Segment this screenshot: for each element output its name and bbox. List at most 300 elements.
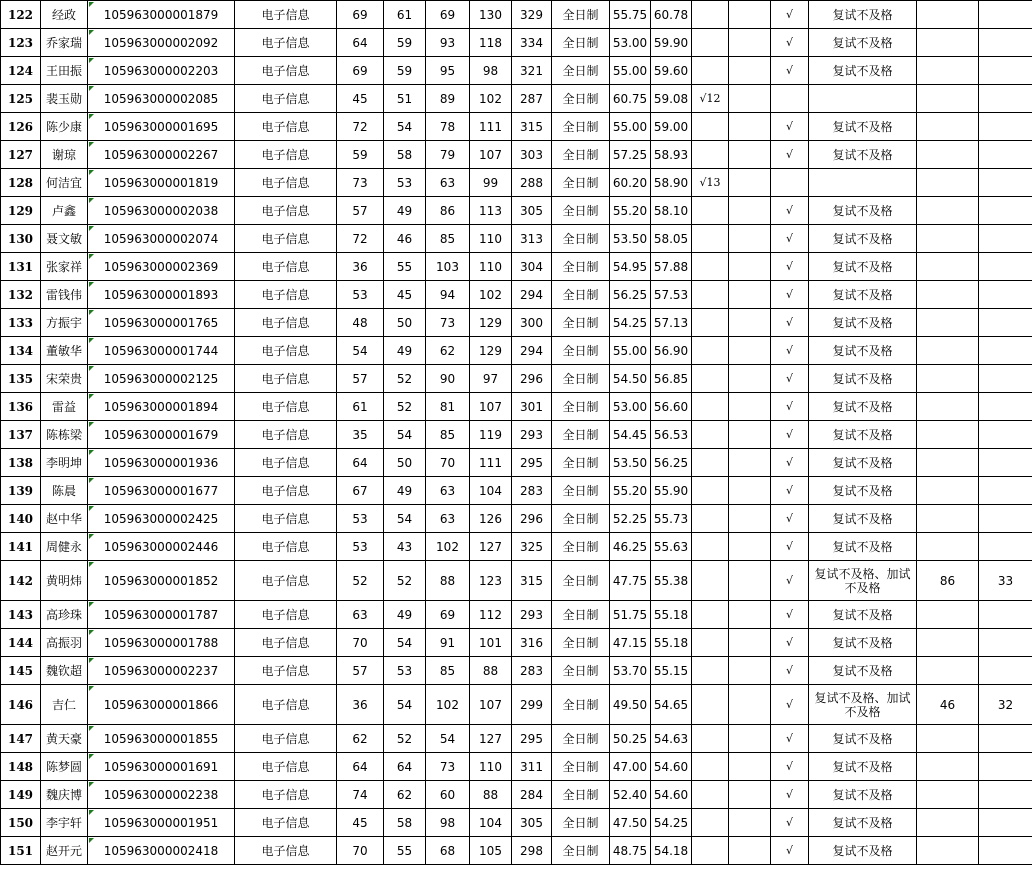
reject-mark-cell: √ [771, 505, 809, 533]
extra-score1-cell [917, 505, 979, 533]
table-body [1, 1, 1032, 865]
score-course1-cell: 89 [426, 85, 470, 113]
row-number-cell: 133 [1, 309, 41, 337]
table-row [1, 657, 1032, 685]
major-cell: 电子信息 [235, 533, 337, 561]
student-name-cell: 陈少康 [41, 113, 88, 141]
score-politics-cell: 73 [337, 169, 384, 197]
major-cell: 电子信息 [235, 225, 337, 253]
exam-id-cell: 105963000001691 [88, 753, 235, 781]
score-politics-cell: 72 [337, 113, 384, 141]
row-number-cell: 135 [1, 365, 41, 393]
retest-score-cell: 57.25 [610, 141, 651, 169]
study-type-cell: 全日制 [552, 837, 610, 865]
score-politics-cell: 59 [337, 141, 384, 169]
score-course1-cell: 90 [426, 365, 470, 393]
remark-cell: 复试不及格 [809, 281, 917, 309]
exam-id-cell: 105963000002418 [88, 837, 235, 865]
score-course2-cell: 111 [470, 449, 512, 477]
score-course2-cell: 130 [470, 1, 512, 29]
score-course1-cell: 81 [426, 393, 470, 421]
retest-score-cell: 54.45 [610, 421, 651, 449]
table-row [1, 337, 1032, 365]
study-type-cell: 全日制 [552, 141, 610, 169]
extra-score2-cell [979, 505, 1032, 533]
final-score-cell: 58.90 [651, 169, 692, 197]
score-english-cell: 52 [384, 561, 426, 601]
study-type-cell: 全日制 [552, 253, 610, 281]
table-row [1, 113, 1032, 141]
score-english-cell: 52 [384, 365, 426, 393]
extra-score2-cell [979, 533, 1032, 561]
reject-mark-cell: √ [771, 837, 809, 865]
blank-cell [729, 753, 771, 781]
score-politics-cell: 74 [337, 781, 384, 809]
score-course1-cell: 103 [426, 253, 470, 281]
score-total-cell: 288 [512, 169, 552, 197]
admit-mark-cell [692, 29, 729, 57]
row-number-cell: 149 [1, 781, 41, 809]
table-row [1, 29, 1032, 57]
admit-mark-cell [692, 837, 729, 865]
table-row [1, 781, 1032, 809]
major-cell: 电子信息 [235, 141, 337, 169]
exam-id-cell: 105963000002092 [88, 29, 235, 57]
score-course1-cell: 62 [426, 337, 470, 365]
score-course1-cell: 70 [426, 449, 470, 477]
score-total-cell: 283 [512, 477, 552, 505]
retest-score-cell: 47.75 [610, 561, 651, 601]
score-total-cell: 294 [512, 281, 552, 309]
score-english-cell: 53 [384, 657, 426, 685]
study-type-cell: 全日制 [552, 169, 610, 197]
blank-cell [729, 29, 771, 57]
score-english-cell: 58 [384, 141, 426, 169]
remark-cell: 复试不及格、加试不及格 [809, 561, 917, 601]
retest-score-cell: 53.70 [610, 657, 651, 685]
study-type-cell: 全日制 [552, 601, 610, 629]
score-course1-cell: 102 [426, 533, 470, 561]
study-type-cell: 全日制 [552, 225, 610, 253]
extra-score2-cell [979, 113, 1032, 141]
remark-cell: 复试不及格 [809, 337, 917, 365]
extra-score2-cell [979, 449, 1032, 477]
retest-score-cell: 54.25 [610, 309, 651, 337]
extra-score2-cell [979, 601, 1032, 629]
row-number-cell: 134 [1, 337, 41, 365]
student-name-cell: 卢鑫 [41, 197, 88, 225]
score-english-cell: 53 [384, 169, 426, 197]
table-row [1, 601, 1032, 629]
remark-cell: 复试不及格 [809, 421, 917, 449]
reject-mark-cell: √ [771, 781, 809, 809]
score-politics-cell: 45 [337, 85, 384, 113]
extra-score2-cell [979, 809, 1032, 837]
score-course2-cell: 129 [470, 309, 512, 337]
retest-score-cell: 53.00 [610, 393, 651, 421]
score-total-cell: 315 [512, 561, 552, 601]
exam-id-cell: 105963000001936 [88, 449, 235, 477]
student-name-cell: 魏庆博 [41, 781, 88, 809]
retest-score-cell: 47.00 [610, 753, 651, 781]
admit-mark-cell [692, 113, 729, 141]
reject-mark-cell: √ [771, 365, 809, 393]
retest-score-cell: 53.00 [610, 29, 651, 57]
exam-id-cell: 105963000001879 [88, 1, 235, 29]
score-course1-cell: 79 [426, 141, 470, 169]
extra-score2-cell [979, 29, 1032, 57]
exam-id-cell: 105963000002125 [88, 365, 235, 393]
row-number-cell: 144 [1, 629, 41, 657]
blank-cell [729, 169, 771, 197]
study-type-cell: 全日制 [552, 197, 610, 225]
score-politics-cell: 48 [337, 309, 384, 337]
retest-score-cell: 54.50 [610, 365, 651, 393]
remark-cell: 复试不及格 [809, 657, 917, 685]
extra-score2-cell [979, 393, 1032, 421]
score-course1-cell: 54 [426, 725, 470, 753]
remark-cell: 复试不及格 [809, 1, 917, 29]
blank-cell [729, 85, 771, 113]
score-total-cell: 296 [512, 505, 552, 533]
retest-score-cell: 47.15 [610, 629, 651, 657]
extra-score1-cell [917, 85, 979, 113]
major-cell: 电子信息 [235, 781, 337, 809]
extra-score1-cell [917, 725, 979, 753]
major-cell: 电子信息 [235, 365, 337, 393]
score-course1-cell: 85 [426, 657, 470, 685]
final-score-cell: 54.60 [651, 781, 692, 809]
row-number-cell: 142 [1, 561, 41, 601]
score-politics-cell: 57 [337, 657, 384, 685]
study-type-cell: 全日制 [552, 505, 610, 533]
final-score-cell: 56.53 [651, 421, 692, 449]
final-score-cell: 54.65 [651, 685, 692, 725]
score-politics-cell: 64 [337, 29, 384, 57]
final-score-cell: 56.60 [651, 393, 692, 421]
extra-score1-cell [917, 601, 979, 629]
student-name-cell: 陈晨 [41, 477, 88, 505]
extra-score2-cell [979, 57, 1032, 85]
study-type-cell: 全日制 [552, 113, 610, 141]
student-name-cell: 雷益 [41, 393, 88, 421]
row-number-cell: 131 [1, 253, 41, 281]
retest-score-cell: 48.75 [610, 837, 651, 865]
student-name-cell: 高珍珠 [41, 601, 88, 629]
admit-mark-cell [692, 629, 729, 657]
student-name-cell: 李明坤 [41, 449, 88, 477]
score-course2-cell: 110 [470, 253, 512, 281]
exam-id-cell: 105963000002238 [88, 781, 235, 809]
final-score-cell: 56.90 [651, 337, 692, 365]
major-cell: 电子信息 [235, 337, 337, 365]
final-score-cell: 55.63 [651, 533, 692, 561]
admit-mark-cell [692, 337, 729, 365]
study-type-cell: 全日制 [552, 421, 610, 449]
score-politics-cell: 64 [337, 449, 384, 477]
table-row [1, 57, 1032, 85]
score-course1-cell: 73 [426, 753, 470, 781]
study-type-cell: 全日制 [552, 281, 610, 309]
row-number-cell: 147 [1, 725, 41, 753]
row-number-cell: 151 [1, 837, 41, 865]
score-course1-cell: 98 [426, 809, 470, 837]
score-course2-cell: 111 [470, 113, 512, 141]
remark-cell: 复试不及格 [809, 253, 917, 281]
table-row [1, 281, 1032, 309]
extra-score2-cell [979, 629, 1032, 657]
score-english-cell: 50 [384, 449, 426, 477]
blank-cell [729, 781, 771, 809]
reject-mark-cell: √ [771, 225, 809, 253]
extra-score2-cell [979, 837, 1032, 865]
remark-cell: 复试不及格 [809, 781, 917, 809]
admit-mark-cell [692, 421, 729, 449]
row-number-cell: 128 [1, 169, 41, 197]
table-row [1, 685, 1032, 725]
major-cell: 电子信息 [235, 505, 337, 533]
score-total-cell: 295 [512, 449, 552, 477]
score-course2-cell: 97 [470, 365, 512, 393]
table-row [1, 533, 1032, 561]
major-cell: 电子信息 [235, 421, 337, 449]
reject-mark-cell: √ [771, 309, 809, 337]
major-cell: 电子信息 [235, 253, 337, 281]
score-total-cell: 305 [512, 809, 552, 837]
extra-score2-cell [979, 197, 1032, 225]
exam-id-cell: 105963000001951 [88, 809, 235, 837]
row-number-cell: 132 [1, 281, 41, 309]
reject-mark-cell: √ [771, 725, 809, 753]
student-name-cell: 周健永 [41, 533, 88, 561]
extra-score1-cell [917, 533, 979, 561]
score-course2-cell: 102 [470, 85, 512, 113]
extra-score2-cell [979, 477, 1032, 505]
retest-score-cell: 51.75 [610, 601, 651, 629]
reject-mark-cell: √ [771, 281, 809, 309]
student-name-cell: 魏钦超 [41, 657, 88, 685]
extra-score2-cell: 33 [979, 561, 1032, 601]
remark-cell: 复试不及格 [809, 601, 917, 629]
admit-mark-cell [692, 141, 729, 169]
extra-score2-cell [979, 1, 1032, 29]
reject-mark-cell: √ [771, 561, 809, 601]
admit-mark-cell [692, 809, 729, 837]
score-english-cell: 54 [384, 421, 426, 449]
row-number-cell: 136 [1, 393, 41, 421]
student-name-cell: 陈栋梁 [41, 421, 88, 449]
extra-score1-cell [917, 253, 979, 281]
student-name-cell: 李宇轩 [41, 809, 88, 837]
extra-score2-cell [979, 309, 1032, 337]
extra-score1-cell [917, 281, 979, 309]
extra-score1-cell [917, 29, 979, 57]
table-row [1, 421, 1032, 449]
blank-cell [729, 281, 771, 309]
blank-cell [729, 505, 771, 533]
score-course2-cell: 104 [470, 477, 512, 505]
final-score-cell: 59.60 [651, 57, 692, 85]
student-name-cell: 方振宇 [41, 309, 88, 337]
reject-mark-cell: √ [771, 253, 809, 281]
reject-mark-cell: √ [771, 657, 809, 685]
score-total-cell: 294 [512, 337, 552, 365]
final-score-cell: 59.08 [651, 85, 692, 113]
retest-score-cell: 49.50 [610, 685, 651, 725]
retest-score-cell: 52.25 [610, 505, 651, 533]
extra-score1-cell [917, 197, 979, 225]
final-score-cell: 57.53 [651, 281, 692, 309]
exam-id-cell: 105963000002038 [88, 197, 235, 225]
final-score-cell: 55.18 [651, 601, 692, 629]
remark-cell: 复试不及格 [809, 57, 917, 85]
retest-score-cell: 56.25 [610, 281, 651, 309]
admit-mark-cell [692, 477, 729, 505]
admit-mark-cell [692, 1, 729, 29]
extra-score2-cell [979, 753, 1032, 781]
row-number-cell: 129 [1, 197, 41, 225]
final-score-cell: 56.25 [651, 449, 692, 477]
retest-score-cell: 46.25 [610, 533, 651, 561]
retest-score-cell: 50.25 [610, 725, 651, 753]
table-row [1, 393, 1032, 421]
blank-cell [729, 601, 771, 629]
retest-score-cell: 55.00 [610, 57, 651, 85]
score-course2-cell: 123 [470, 561, 512, 601]
score-politics-cell: 70 [337, 837, 384, 865]
reject-mark-cell: √ [771, 477, 809, 505]
row-number-cell: 139 [1, 477, 41, 505]
admit-mark-cell [692, 393, 729, 421]
row-number-cell: 126 [1, 113, 41, 141]
student-name-cell: 聂文敏 [41, 225, 88, 253]
extra-score1-cell: 46 [917, 685, 979, 725]
score-politics-cell: 57 [337, 197, 384, 225]
table-row [1, 365, 1032, 393]
score-course1-cell: 95 [426, 57, 470, 85]
admit-mark-cell [692, 505, 729, 533]
score-english-cell: 49 [384, 477, 426, 505]
score-politics-cell: 64 [337, 753, 384, 781]
final-score-cell: 55.15 [651, 657, 692, 685]
score-course1-cell: 73 [426, 309, 470, 337]
reject-mark-cell: √ [771, 29, 809, 57]
major-cell: 电子信息 [235, 169, 337, 197]
extra-score2-cell [979, 337, 1032, 365]
student-name-cell: 赵开元 [41, 837, 88, 865]
score-politics-cell: 53 [337, 281, 384, 309]
admit-mark-cell: √13 [692, 169, 729, 197]
student-name-cell: 经政 [41, 1, 88, 29]
remark-cell: 复试不及格 [809, 837, 917, 865]
score-total-cell: 325 [512, 533, 552, 561]
score-course2-cell: 129 [470, 337, 512, 365]
score-course1-cell: 63 [426, 477, 470, 505]
score-total-cell: 315 [512, 113, 552, 141]
major-cell: 电子信息 [235, 477, 337, 505]
major-cell: 电子信息 [235, 57, 337, 85]
major-cell: 电子信息 [235, 837, 337, 865]
score-course1-cell: 91 [426, 629, 470, 657]
table-row [1, 197, 1032, 225]
score-course1-cell: 63 [426, 505, 470, 533]
study-type-cell: 全日制 [552, 449, 610, 477]
major-cell: 电子信息 [235, 393, 337, 421]
score-english-cell: 59 [384, 57, 426, 85]
table-row [1, 169, 1032, 197]
extra-score1-cell [917, 837, 979, 865]
table-row [1, 753, 1032, 781]
remark-cell: 复试不及格 [809, 505, 917, 533]
study-type-cell: 全日制 [552, 725, 610, 753]
final-score-cell: 55.38 [651, 561, 692, 601]
remark-cell [809, 169, 917, 197]
score-course2-cell: 99 [470, 169, 512, 197]
final-score-cell: 56.85 [651, 365, 692, 393]
final-score-cell: 59.90 [651, 29, 692, 57]
study-type-cell: 全日制 [552, 477, 610, 505]
blank-cell [729, 657, 771, 685]
score-total-cell: 301 [512, 393, 552, 421]
major-cell: 电子信息 [235, 629, 337, 657]
blank-cell [729, 561, 771, 601]
admit-mark-cell [692, 561, 729, 601]
admit-mark-cell [692, 449, 729, 477]
remark-cell: 复试不及格 [809, 449, 917, 477]
score-english-cell: 49 [384, 337, 426, 365]
score-total-cell: 334 [512, 29, 552, 57]
extra-score2-cell [979, 253, 1032, 281]
study-type-cell: 全日制 [552, 57, 610, 85]
score-politics-cell: 53 [337, 505, 384, 533]
retest-score-cell: 55.75 [610, 1, 651, 29]
retest-score-cell: 54.95 [610, 253, 651, 281]
extra-score1-cell [917, 169, 979, 197]
final-score-cell: 60.78 [651, 1, 692, 29]
table-row [1, 225, 1032, 253]
score-course1-cell: 94 [426, 281, 470, 309]
score-english-cell: 50 [384, 309, 426, 337]
blank-cell [729, 809, 771, 837]
score-politics-cell: 36 [337, 253, 384, 281]
table-row [1, 725, 1032, 753]
student-name-cell: 高振羽 [41, 629, 88, 657]
reject-mark-cell: √ [771, 449, 809, 477]
score-english-cell: 51 [384, 85, 426, 113]
student-name-cell: 陈梦圆 [41, 753, 88, 781]
reject-mark-cell [771, 169, 809, 197]
blank-cell [729, 533, 771, 561]
exam-id-cell: 105963000002085 [88, 85, 235, 113]
score-course1-cell: 63 [426, 169, 470, 197]
final-score-cell: 54.63 [651, 725, 692, 753]
retest-score-cell: 53.50 [610, 225, 651, 253]
score-course1-cell: 78 [426, 113, 470, 141]
student-name-cell: 雷钱伟 [41, 281, 88, 309]
major-cell: 电子信息 [235, 601, 337, 629]
student-name-cell: 乔家瑞 [41, 29, 88, 57]
extra-score1-cell [917, 393, 979, 421]
study-type-cell: 全日制 [552, 85, 610, 113]
remark-cell: 复试不及格 [809, 141, 917, 169]
study-type-cell: 全日制 [552, 629, 610, 657]
row-number-cell: 146 [1, 685, 41, 725]
extra-score2-cell [979, 141, 1032, 169]
score-course2-cell: 118 [470, 29, 512, 57]
exam-id-cell: 105963000001787 [88, 601, 235, 629]
study-type-cell: 全日制 [552, 393, 610, 421]
major-cell: 电子信息 [235, 197, 337, 225]
